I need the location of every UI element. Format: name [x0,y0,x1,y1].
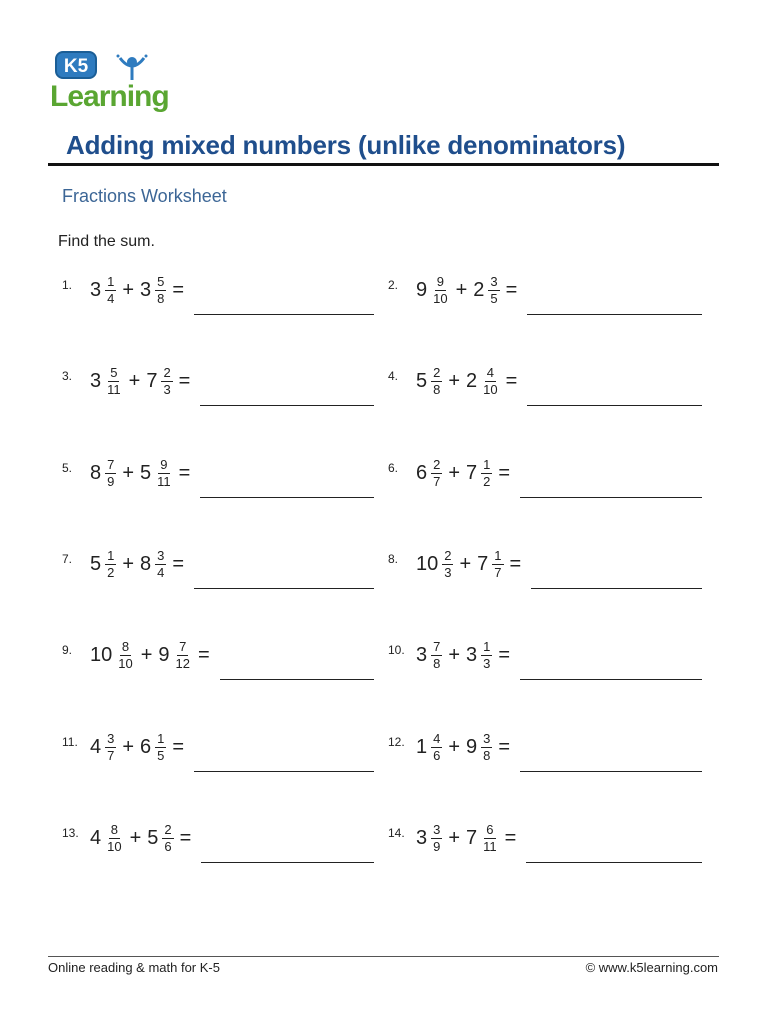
denominator: 8 [483,747,491,763]
plus-sign: + [122,279,135,301]
denominator: 9 [433,838,441,854]
problem-number: 7. [62,551,73,566]
answer-line[interactable] [527,314,702,315]
whole-number: 5 [90,552,102,575]
numerator: 2 [163,365,171,381]
denominator: 10 [118,656,133,672]
fraction [105,366,123,397]
equals-sign: = [198,644,210,667]
denominator: 11 [157,473,171,489]
problem-expression [90,549,190,580]
whole-number: 9 [466,735,478,758]
fraction [105,458,116,489]
answer-line[interactable] [526,862,702,863]
denominator: 2 [483,473,491,489]
equals-sign: = [505,279,518,301]
problem-expression [416,549,527,580]
equals-sign: = [172,552,185,575]
fraction [481,458,492,489]
problem-number: 10. [388,643,405,658]
equals-sign: = [172,279,185,301]
whole-number: 7 [477,552,489,575]
whole-number: 4 [90,826,102,849]
problem-expression [416,458,516,489]
denominator: 8 [157,291,165,306]
numerator: 1 [494,547,502,563]
whole-number: 6 [140,735,152,758]
plus-sign: + [455,279,468,301]
fraction [116,640,134,671]
denominator: 7 [433,473,441,489]
problem-number: 2. [388,278,399,292]
numerator: 4 [433,730,441,746]
fraction [162,823,173,854]
plus-sign: + [122,552,135,575]
plus-sign: + [129,826,142,849]
denominator: 10 [483,382,498,398]
whole-number: 10 [416,552,439,575]
numerator: 8 [121,639,130,655]
numerator: 3 [483,730,491,746]
fraction [431,732,442,763]
footer-copyright: © www.k5learning.com [585,960,718,975]
denominator: 8 [433,656,441,672]
problem-expression [90,640,216,671]
answer-line[interactable] [194,314,374,315]
denominator: 3 [444,564,452,580]
plus-sign: + [448,826,461,849]
plus-sign: + [448,644,461,667]
fraction [105,823,123,854]
problem-item [62,365,374,409]
problem-number: 3. [62,369,73,384]
numerator: 2 [433,365,441,381]
denominator: 10 [107,838,122,854]
problem-expression [416,366,523,397]
answer-line[interactable] [194,771,374,772]
problem-item [62,821,374,866]
equals-sign: = [505,370,518,393]
fraction [492,549,503,580]
problem-expression [90,366,196,397]
denominator: 5 [157,747,165,763]
fraction [105,732,116,763]
problem-number: 6. [388,460,399,475]
whole-number: 1 [416,735,428,758]
whole-number: 10 [90,644,113,667]
answer-line[interactable] [531,588,702,589]
denominator: 3 [163,382,171,398]
numerator: 1 [107,547,115,563]
whole-number: 2 [473,279,485,301]
equals-sign: = [179,826,192,849]
answer-line[interactable] [200,405,374,406]
problem-item [62,274,374,318]
denominator: 8 [433,382,441,398]
problem-number: 8. [388,551,399,566]
equals-sign: = [509,552,522,575]
logo-badge-text: K5 [63,56,89,77]
problem-number: 14. [388,825,405,840]
equals-sign: = [178,461,191,484]
footer-divider [48,956,719,957]
logo-wordmark: Learning [50,80,169,113]
numerator: 6 [486,821,494,837]
problem-expression [90,275,190,306]
whole-number: 3 [90,370,102,393]
numerator: 7 [433,639,441,655]
answer-line[interactable] [520,771,702,772]
equals-sign: = [498,735,511,758]
fraction [481,366,499,397]
denominator: 12 [175,656,190,672]
whole-number: 6 [416,461,428,484]
numerator: 9 [436,274,444,289]
problem-expression [90,823,197,854]
answer-line[interactable] [200,497,374,498]
fraction [481,732,492,763]
problem-expression [416,823,522,854]
plus-sign: + [122,735,135,758]
problem-item [62,639,374,683]
plus-sign: + [448,735,461,758]
fraction [442,549,453,580]
denominator: 4 [157,564,165,580]
denominator: 6 [164,838,172,854]
numerator: 3 [107,730,115,746]
problem-item [388,639,702,683]
fraction [105,549,116,580]
fraction [155,458,173,489]
logo-graphic [48,48,188,114]
denominator: 7 [494,564,502,580]
plus-sign: + [448,370,461,393]
fraction [174,640,192,671]
problem-item [388,456,702,501]
problem-item [62,456,374,501]
worksheet-subtitle: Fractions Worksheet [62,186,227,206]
denominator: 11 [107,382,121,398]
denominator: 7 [107,747,115,763]
numerator: 4 [486,365,495,381]
answer-line[interactable] [194,588,374,589]
denominator: 10 [433,291,448,306]
equals-sign: = [498,461,511,484]
fraction [431,366,442,397]
problem-item [388,547,702,592]
denominator: 3 [483,656,491,672]
numerator: 1 [157,730,165,746]
denominator: 4 [107,291,115,306]
problem-expression [416,732,516,763]
denominator: 6 [433,747,441,763]
page-title: Adding mixed numbers (unlike denominators) [66,130,626,160]
numerator: 5 [110,365,118,381]
numerator: 2 [444,547,452,563]
problem-item [388,821,702,866]
whole-number: 5 [140,461,152,484]
numerator: 7 [107,456,115,472]
fraction [431,458,442,489]
footer-tagline: Online reading & math for K-5 [48,960,220,975]
problem-number: 5. [62,460,73,475]
fraction [155,549,166,580]
problem-item [388,274,702,318]
problem-expression [90,732,190,763]
whole-number: 7 [146,370,158,393]
fraction [431,823,442,854]
denominator: 11 [483,838,497,854]
fraction [481,640,492,671]
whole-number: 8 [90,461,102,484]
plus-sign: + [128,370,141,393]
whole-number: 3 [416,826,428,849]
problem-number: 11. [62,734,78,749]
answer-line[interactable] [201,862,374,863]
problem-number: 9. [62,643,73,658]
problem-expression [90,458,196,489]
fraction [431,640,442,671]
plus-sign: + [459,552,472,575]
numerator: 5 [157,274,165,289]
whole-number: 7 [466,461,478,484]
problem-number: 4. [388,369,399,384]
whole-number: 4 [90,735,102,758]
problem-item [388,365,702,409]
plus-sign: + [122,461,135,484]
plus-sign: + [448,461,461,484]
numerator: 9 [160,456,168,472]
fraction [431,275,449,306]
title-divider [48,163,719,166]
whole-number: 5 [147,826,159,849]
fraction [105,275,116,306]
fraction [155,732,166,763]
problem-item [388,730,702,775]
problem-item [62,547,374,592]
numerator: 7 [179,639,187,655]
equals-sign: = [498,644,511,667]
instructions: Find the sum. [58,233,155,250]
whole-number: 3 [90,279,102,301]
whole-number: 9 [416,279,428,301]
fraction [488,275,499,306]
numerator: 3 [157,547,165,563]
whole-number: 2 [466,370,478,393]
fraction [481,823,499,854]
whole-number: 9 [158,644,170,667]
whole-number: 3 [140,279,152,301]
equals-sign: = [178,370,191,393]
numerator: 8 [110,821,118,837]
problem-number: 1. [62,278,73,292]
whole-number: 3 [466,644,478,667]
answer-line[interactable] [527,405,702,406]
whole-number: 5 [416,370,428,393]
numerator: 1 [483,456,491,472]
denominator: 9 [107,473,115,489]
fraction [161,366,172,397]
whole-number: 7 [466,826,478,849]
answer-line[interactable] [220,679,374,680]
equals-sign: = [504,826,517,849]
fraction [155,275,166,306]
denominator: 2 [107,564,115,580]
problem-number: 13. [62,825,79,840]
problem-expression [416,275,523,306]
problem-expression [416,640,516,671]
numerator: 2 [433,456,441,472]
answer-line[interactable] [520,497,702,498]
equals-sign: = [172,735,185,758]
numerator: 2 [164,821,172,837]
numerator: 3 [433,821,441,837]
denominator: 5 [490,291,498,306]
numerator: 1 [107,274,115,289]
answer-line[interactable] [520,679,702,680]
plus-sign: + [140,644,153,667]
numerator: 3 [490,274,498,289]
whole-number: 3 [416,644,428,667]
whole-number: 8 [140,552,152,575]
numerator: 1 [483,639,491,655]
problem-number: 12. [388,734,405,749]
problem-item [62,730,374,775]
k5-learning-logo [48,48,188,114]
